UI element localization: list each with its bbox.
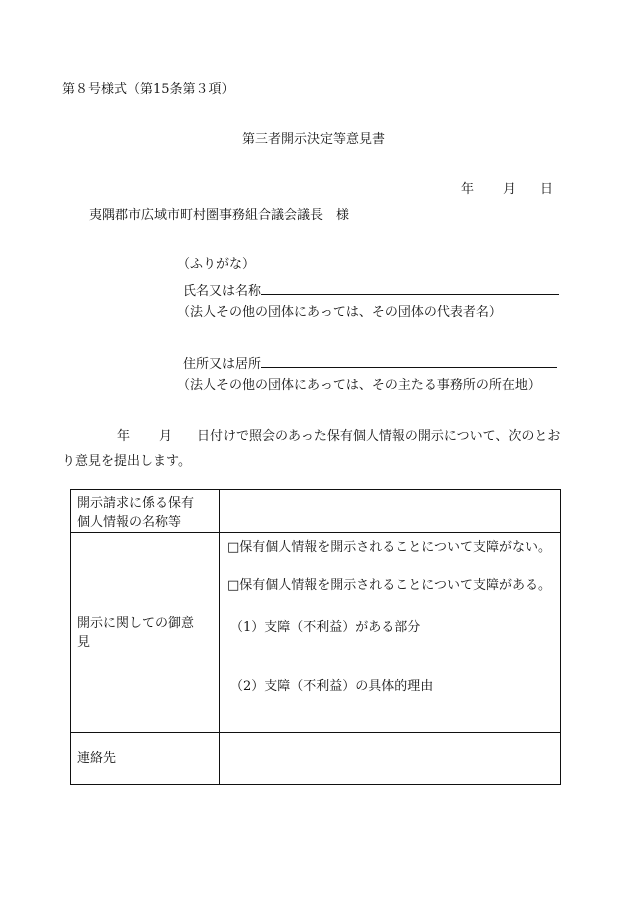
- row1-label-line1: 開示請求に係る保有: [77, 496, 195, 511]
- table-row-opinion: [71, 533, 561, 733]
- row2-label-line2: 見: [77, 634, 91, 650]
- furigana-label: （ふりがな）: [177, 257, 256, 272]
- name-note: （法人その他の団体にあっては、その団体の代表者名）: [177, 305, 502, 320]
- address-input-line[interactable]: [261, 355, 557, 368]
- row3-label: 連絡先: [71, 733, 220, 785]
- date-year: 年: [461, 182, 475, 197]
- addressee: 夷隅郡市広域市町村圏事務組合議会議長 様: [89, 208, 350, 223]
- info-name-cell[interactable]: [220, 490, 561, 533]
- document-title: 第三者開示決定等意見書: [242, 132, 386, 147]
- date-month: 月: [503, 182, 517, 197]
- sub-item-affected-part: （1）支障（不利益）がある部分: [230, 620, 421, 635]
- address-note: （法人その他の団体にあっては、その主たる事務所の所在地）: [177, 378, 541, 393]
- body-text-line1: 日付けで照会のあった保有個人情報の開示について、次のとお: [197, 429, 561, 444]
- row2-label: [71, 533, 220, 733]
- row1-label-line2: 個人情報の名称等: [77, 515, 182, 530]
- option-no-issue[interactable]: □保有個人情報を開示されることについて支障がない。: [227, 540, 552, 555]
- table-row-info-name: [71, 490, 561, 533]
- opinion-cell[interactable]: [220, 533, 561, 733]
- name-input-line[interactable]: [261, 282, 559, 295]
- opinion-table: [70, 489, 561, 785]
- sub-item-specific-reason: （2）支障（不利益）の具体的理由: [230, 679, 434, 694]
- row1-label: [71, 490, 220, 533]
- name-label: 氏名又は名称: [183, 284, 262, 299]
- body-text-line2: り意見を提出します。: [62, 454, 191, 469]
- body-month: 月: [159, 429, 173, 444]
- date-day: 日: [540, 182, 554, 197]
- name-field-row: [183, 282, 559, 300]
- form-number: 第８号様式（第15条第３項）: [62, 82, 235, 97]
- contact-cell[interactable]: [220, 733, 561, 785]
- row2-label-line1: 開示に関しての御意: [77, 615, 195, 631]
- address-field-row: [183, 355, 557, 373]
- table-row-contact: [71, 733, 561, 785]
- body-year: 年: [117, 429, 131, 444]
- address-label: 住所又は居所: [183, 357, 262, 372]
- option-issue[interactable]: □保有個人情報を開示されることについて支障がある。: [227, 578, 552, 593]
